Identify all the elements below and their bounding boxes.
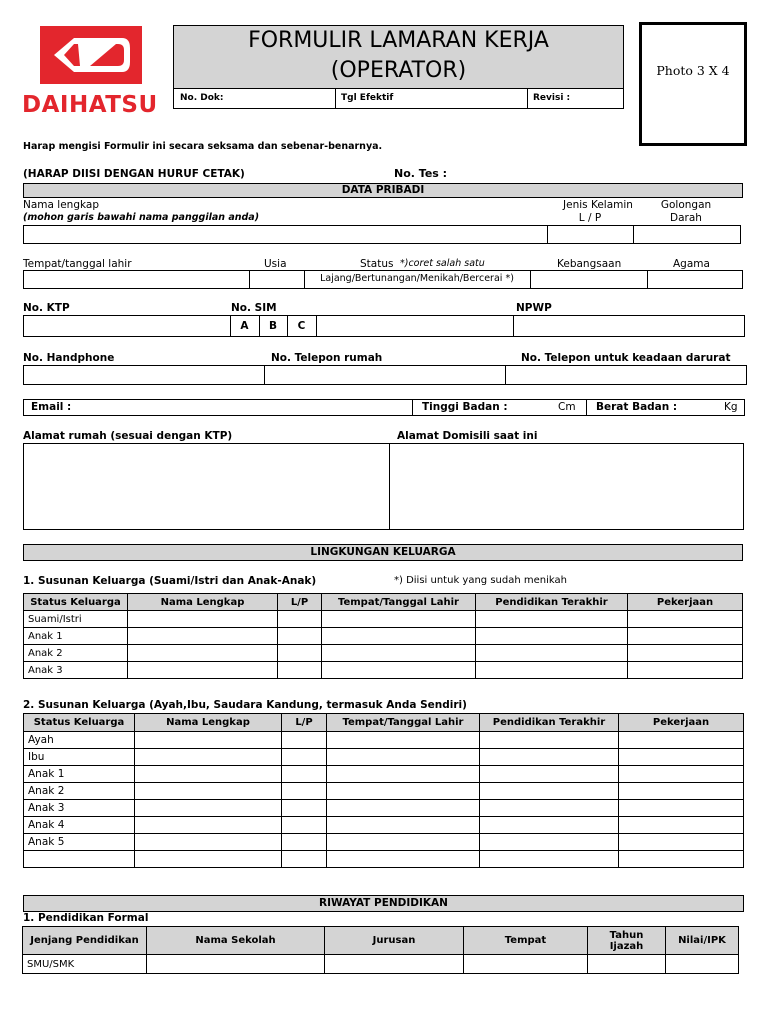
usia-input[interactable]: [250, 271, 304, 288]
susunan1-col-header: Tempat/Tanggal Lahir: [322, 594, 476, 611]
susunan2-cell-input[interactable]: [480, 783, 619, 800]
cm-label: Cm: [558, 401, 576, 413]
alamat-domisili-label: Alamat Domisili saat ini: [397, 430, 538, 442]
nama-hint: (mohon garis bawahi nama panggilan anda): [23, 212, 260, 223]
susunan1-row: [24, 645, 743, 662]
susunan2-cell-input[interactable]: [480, 800, 619, 817]
no-hp-label: No. Handphone: [23, 352, 115, 364]
npwp-label: NPWP: [516, 302, 552, 314]
susunan1-title: 1. Susunan Keluarga (Suami/Istri dan Anak-Anak): [23, 575, 317, 587]
susunan2-cell-input[interactable]: [282, 766, 327, 783]
susunan1-cell-input[interactable]: [322, 611, 476, 628]
susunan2-cell-input[interactable]: [480, 732, 619, 749]
no-telp-label: No. Telepon rumah: [271, 352, 383, 364]
susunan2-cell-input[interactable]: [282, 732, 327, 749]
pendidikan-col-header: Tahun Ijazah: [588, 927, 666, 955]
susunan1-col-header: Nama Lengkap: [128, 594, 278, 611]
susunan1-cell-input[interactable]: [476, 628, 628, 645]
pendidikan-row: [23, 955, 739, 974]
susunan2-row: [24, 732, 744, 749]
susunan2-row: [24, 800, 744, 817]
susunan2-cell-input[interactable]: [619, 783, 744, 800]
susunan1-row-label: Anak 2: [24, 645, 128, 662]
daihatsu-emblem-icon: [40, 26, 142, 84]
no-dok-label: No. Dok:: [180, 93, 224, 103]
susunan1-cell-input[interactable]: [128, 628, 278, 645]
susunan1-col-header: Pendidikan Terakhir: [476, 594, 628, 611]
susunan2-cell-input[interactable]: [135, 732, 282, 749]
susunan2-cell-input[interactable]: [135, 749, 282, 766]
susunan2-col-header: Pendidikan Terakhir: [480, 714, 619, 732]
darah-label: Darah: [670, 212, 702, 224]
susunan1-cell-input[interactable]: [278, 662, 322, 679]
susunan2-cell-input[interactable]: [282, 834, 327, 851]
pendidikan-cell-input[interactable]: [464, 955, 588, 974]
status-label: Status: [360, 258, 394, 270]
form-title-line1: FORMULIR LAMARAN KERJA: [248, 28, 549, 53]
susunan2-row-label: Anak 3: [24, 800, 135, 817]
susunan1-row-label: Suami/Istri: [24, 611, 128, 628]
daihatsu-logo: [22, 24, 162, 120]
susunan1-cell-input[interactable]: [322, 662, 476, 679]
pendidikan-cell-input[interactable]: [588, 955, 666, 974]
pendidikan-cell-input[interactable]: [666, 955, 739, 974]
susunan2-col-header: Pekerjaan: [619, 714, 744, 732]
susunan1-row: [24, 628, 743, 645]
susunan2-cell-input[interactable]: [327, 783, 480, 800]
no-telp-input[interactable]: [265, 366, 504, 384]
susunan2-row-label: [24, 851, 135, 868]
brand-name: DAIHATSU: [22, 92, 158, 118]
sim-a-label[interactable]: A: [240, 320, 249, 332]
susunan1-cell-input[interactable]: [628, 645, 743, 662]
susunan1-note: *) Diisi untuk yang sudah menikah: [394, 575, 567, 586]
kebangsaan-input[interactable]: [531, 271, 647, 288]
susunan1-col-header: Status Keluarga: [24, 594, 128, 611]
susunan1-table: [23, 593, 743, 679]
susunan1-cell-input[interactable]: [278, 645, 322, 662]
npwp-input[interactable]: [514, 316, 744, 336]
golongan-label: Golongan: [660, 199, 712, 211]
instruction-text: Harap mengisi Formulir ini secara seksama dan sebenar-benarnya.: [23, 141, 383, 152]
berat-label: Berat Badan :: [596, 401, 678, 413]
susunan1-cell-input[interactable]: [322, 628, 476, 645]
susunan2-cell-input[interactable]: [327, 732, 480, 749]
susunan2-cell-input[interactable]: [480, 749, 619, 766]
tgl-efektif-label: Tgl Efektif: [341, 93, 394, 103]
susunan2-cell-input[interactable]: [619, 800, 744, 817]
pendidikan-col-header: Nilai/IPK: [666, 927, 739, 955]
susunan2-cell-input[interactable]: [619, 766, 744, 783]
pendidikan-cell-input[interactable]: [325, 955, 464, 974]
susunan2-row-label: Anak 1: [24, 766, 135, 783]
susunan2-col-header: Tempat/Tanggal Lahir: [327, 714, 480, 732]
nama-input[interactable]: [24, 226, 546, 243]
susunan2-cell-input[interactable]: [327, 800, 480, 817]
jenis-kelamin-label: Jenis Kelamin: [563, 199, 633, 211]
cetak-text: (HARAP DIISI DENGAN HURUF CETAK): [23, 168, 245, 180]
susunan2-col-header: Status Keluarga: [24, 714, 135, 732]
susunan2-cell-input[interactable]: [282, 851, 327, 868]
susunan2-cell-input[interactable]: [282, 817, 327, 834]
pendidikan-col-header: Tempat: [464, 927, 588, 955]
susunan2-cell-input[interactable]: [619, 851, 744, 868]
tempat-lahir-label: Tempat/tanggal lahir: [23, 258, 132, 270]
susunan1-row: [24, 611, 743, 628]
susunan2-cell-input[interactable]: [327, 851, 480, 868]
pendidikan-row-label: SMU/SMK: [23, 955, 147, 974]
susunan2-cell-input[interactable]: [619, 749, 744, 766]
susunan2-table: [23, 713, 744, 868]
susunan2-row-label: Ibu: [24, 749, 135, 766]
susunan2-cell-input[interactable]: [135, 851, 282, 868]
no-ktp-label: No. KTP: [23, 302, 70, 314]
susunan1-cell-input[interactable]: [628, 662, 743, 679]
susunan2-row: [24, 817, 744, 834]
susunan2-cell-input[interactable]: [135, 817, 282, 834]
susunan2-cell-input[interactable]: [619, 817, 744, 834]
susunan2-cell-input[interactable]: [135, 766, 282, 783]
no-hp-input[interactable]: [24, 366, 263, 384]
form-title-line2: (OPERATOR): [330, 58, 467, 83]
photo-label: Photo 3 X 4: [656, 63, 730, 78]
susunan1-cell-input[interactable]: [278, 628, 322, 645]
no-sim-input[interactable]: [317, 316, 512, 336]
susunan1-row-label: Anak 3: [24, 662, 128, 679]
susunan2-cell-input[interactable]: [327, 749, 480, 766]
alamat-domisili-input[interactable]: [390, 444, 743, 529]
susunan1-cell-input[interactable]: [128, 662, 278, 679]
susunan2-row: [24, 766, 744, 783]
susunan1-cell-input[interactable]: [278, 611, 322, 628]
susunan2-row: [24, 851, 744, 868]
susunan2-cell-input[interactable]: [327, 817, 480, 834]
susunan2-row-label: Anak 5: [24, 834, 135, 851]
susunan1-row: [24, 662, 743, 679]
susunan2-title: 2. Susunan Keluarga (Ayah,Ibu, Saudara Kandung, termasuk Anda Sendiri): [23, 699, 467, 711]
susunan2-cell-input[interactable]: [480, 834, 619, 851]
sim-c-label[interactable]: C: [297, 320, 306, 332]
susunan1-cell-input[interactable]: [322, 645, 476, 662]
susunan2-cell-input[interactable]: [282, 800, 327, 817]
no-ktp-input[interactable]: [24, 316, 229, 336]
nama-lengkap-label: Nama lengkap: [23, 199, 99, 211]
photo-box[interactable]: [639, 22, 747, 146]
susunan2-row: [24, 749, 744, 766]
susunan2-cell-input[interactable]: [619, 834, 744, 851]
susunan2-cell-input[interactable]: [282, 783, 327, 800]
agama-input[interactable]: [648, 271, 742, 288]
golongan-darah-input[interactable]: [634, 226, 740, 243]
susunan2-row-label: Anak 2: [24, 783, 135, 800]
kg-label: Kg: [724, 401, 738, 413]
pendidikan-col-header: Nama Sekolah: [147, 927, 325, 955]
susunan1-cell-input[interactable]: [476, 611, 628, 628]
susunan2-cell-input[interactable]: [619, 732, 744, 749]
data-pribadi-header: DATA PRIBADI: [23, 183, 743, 198]
no-darurat-label: No. Telepon untuk keadaan darurat: [521, 352, 731, 364]
tempat-lahir-input[interactable]: [24, 271, 249, 288]
sim-b-label[interactable]: B: [268, 320, 277, 332]
susunan1-cell-input[interactable]: [128, 611, 278, 628]
no-darurat-input[interactable]: [506, 366, 746, 384]
usia-label: Usia: [264, 258, 287, 270]
susunan2-cell-input[interactable]: [135, 800, 282, 817]
no-sim-label: No. SIM: [231, 302, 277, 314]
susunan2-cell-input[interactable]: [327, 766, 480, 783]
status-hint: *)coret salah satu: [400, 258, 485, 269]
susunan2-col-header: L/P: [282, 714, 327, 732]
email-label: Email :: [31, 401, 72, 413]
susunan2-cell-input[interactable]: [327, 834, 480, 851]
agama-label: Agama: [673, 258, 710, 270]
susunan1-col-header: L/P: [278, 594, 322, 611]
susunan1-cell-input[interactable]: [476, 662, 628, 679]
susunan2-row: [24, 783, 744, 800]
pendidikan-table: [22, 926, 739, 974]
email-input[interactable]: [76, 400, 411, 415]
susunan1-cell-input[interactable]: [628, 628, 743, 645]
pendidikan-formal-title: 1. Pendidikan Formal: [23, 912, 149, 924]
keluarga-header: LINGKUNGAN KELUARGA: [23, 544, 743, 561]
tinggi-label: Tinggi Badan :: [422, 401, 508, 413]
pendidikan-header: RIWAYAT PENDIDIKAN: [23, 895, 744, 912]
susunan2-cell-input[interactable]: [282, 749, 327, 766]
alamat-ktp-label: Alamat rumah (sesuai dengan KTP): [23, 430, 233, 442]
susunan2-cell-input[interactable]: [480, 851, 619, 868]
pendidikan-col-header: Jenjang Pendidikan: [23, 927, 147, 955]
susunan2-col-header: Nama Lengkap: [135, 714, 282, 732]
susunan2-cell-input[interactable]: [135, 783, 282, 800]
susunan1-cell-input[interactable]: [128, 645, 278, 662]
susunan2-row: [24, 834, 744, 851]
susunan1-col-header: Pekerjaan: [628, 594, 743, 611]
no-tes-label: No. Tes :: [394, 167, 448, 180]
susunan1-cell-input[interactable]: [476, 645, 628, 662]
susunan2-cell-input[interactable]: [135, 834, 282, 851]
pendidikan-col-header: Jurusan: [325, 927, 464, 955]
susunan2-cell-input[interactable]: [480, 766, 619, 783]
susunan1-cell-input[interactable]: [628, 611, 743, 628]
lp-label: L / P: [578, 212, 602, 224]
jenis-kelamin-input[interactable]: [548, 226, 632, 243]
status-options[interactable]: Lajang/Bertunangan/Menikah/Bercerai *): [320, 273, 514, 284]
pendidikan-cell-input[interactable]: [147, 955, 325, 974]
revisi-label: Revisi :: [533, 93, 571, 103]
susunan1-row-label: Anak 1: [24, 628, 128, 645]
susunan2-row-label: Ayah: [24, 732, 135, 749]
alamat-ktp-input[interactable]: [24, 444, 388, 529]
susunan2-row-label: Anak 4: [24, 817, 135, 834]
susunan2-cell-input[interactable]: [480, 817, 619, 834]
kebangsaan-label: Kebangsaan: [557, 258, 622, 270]
